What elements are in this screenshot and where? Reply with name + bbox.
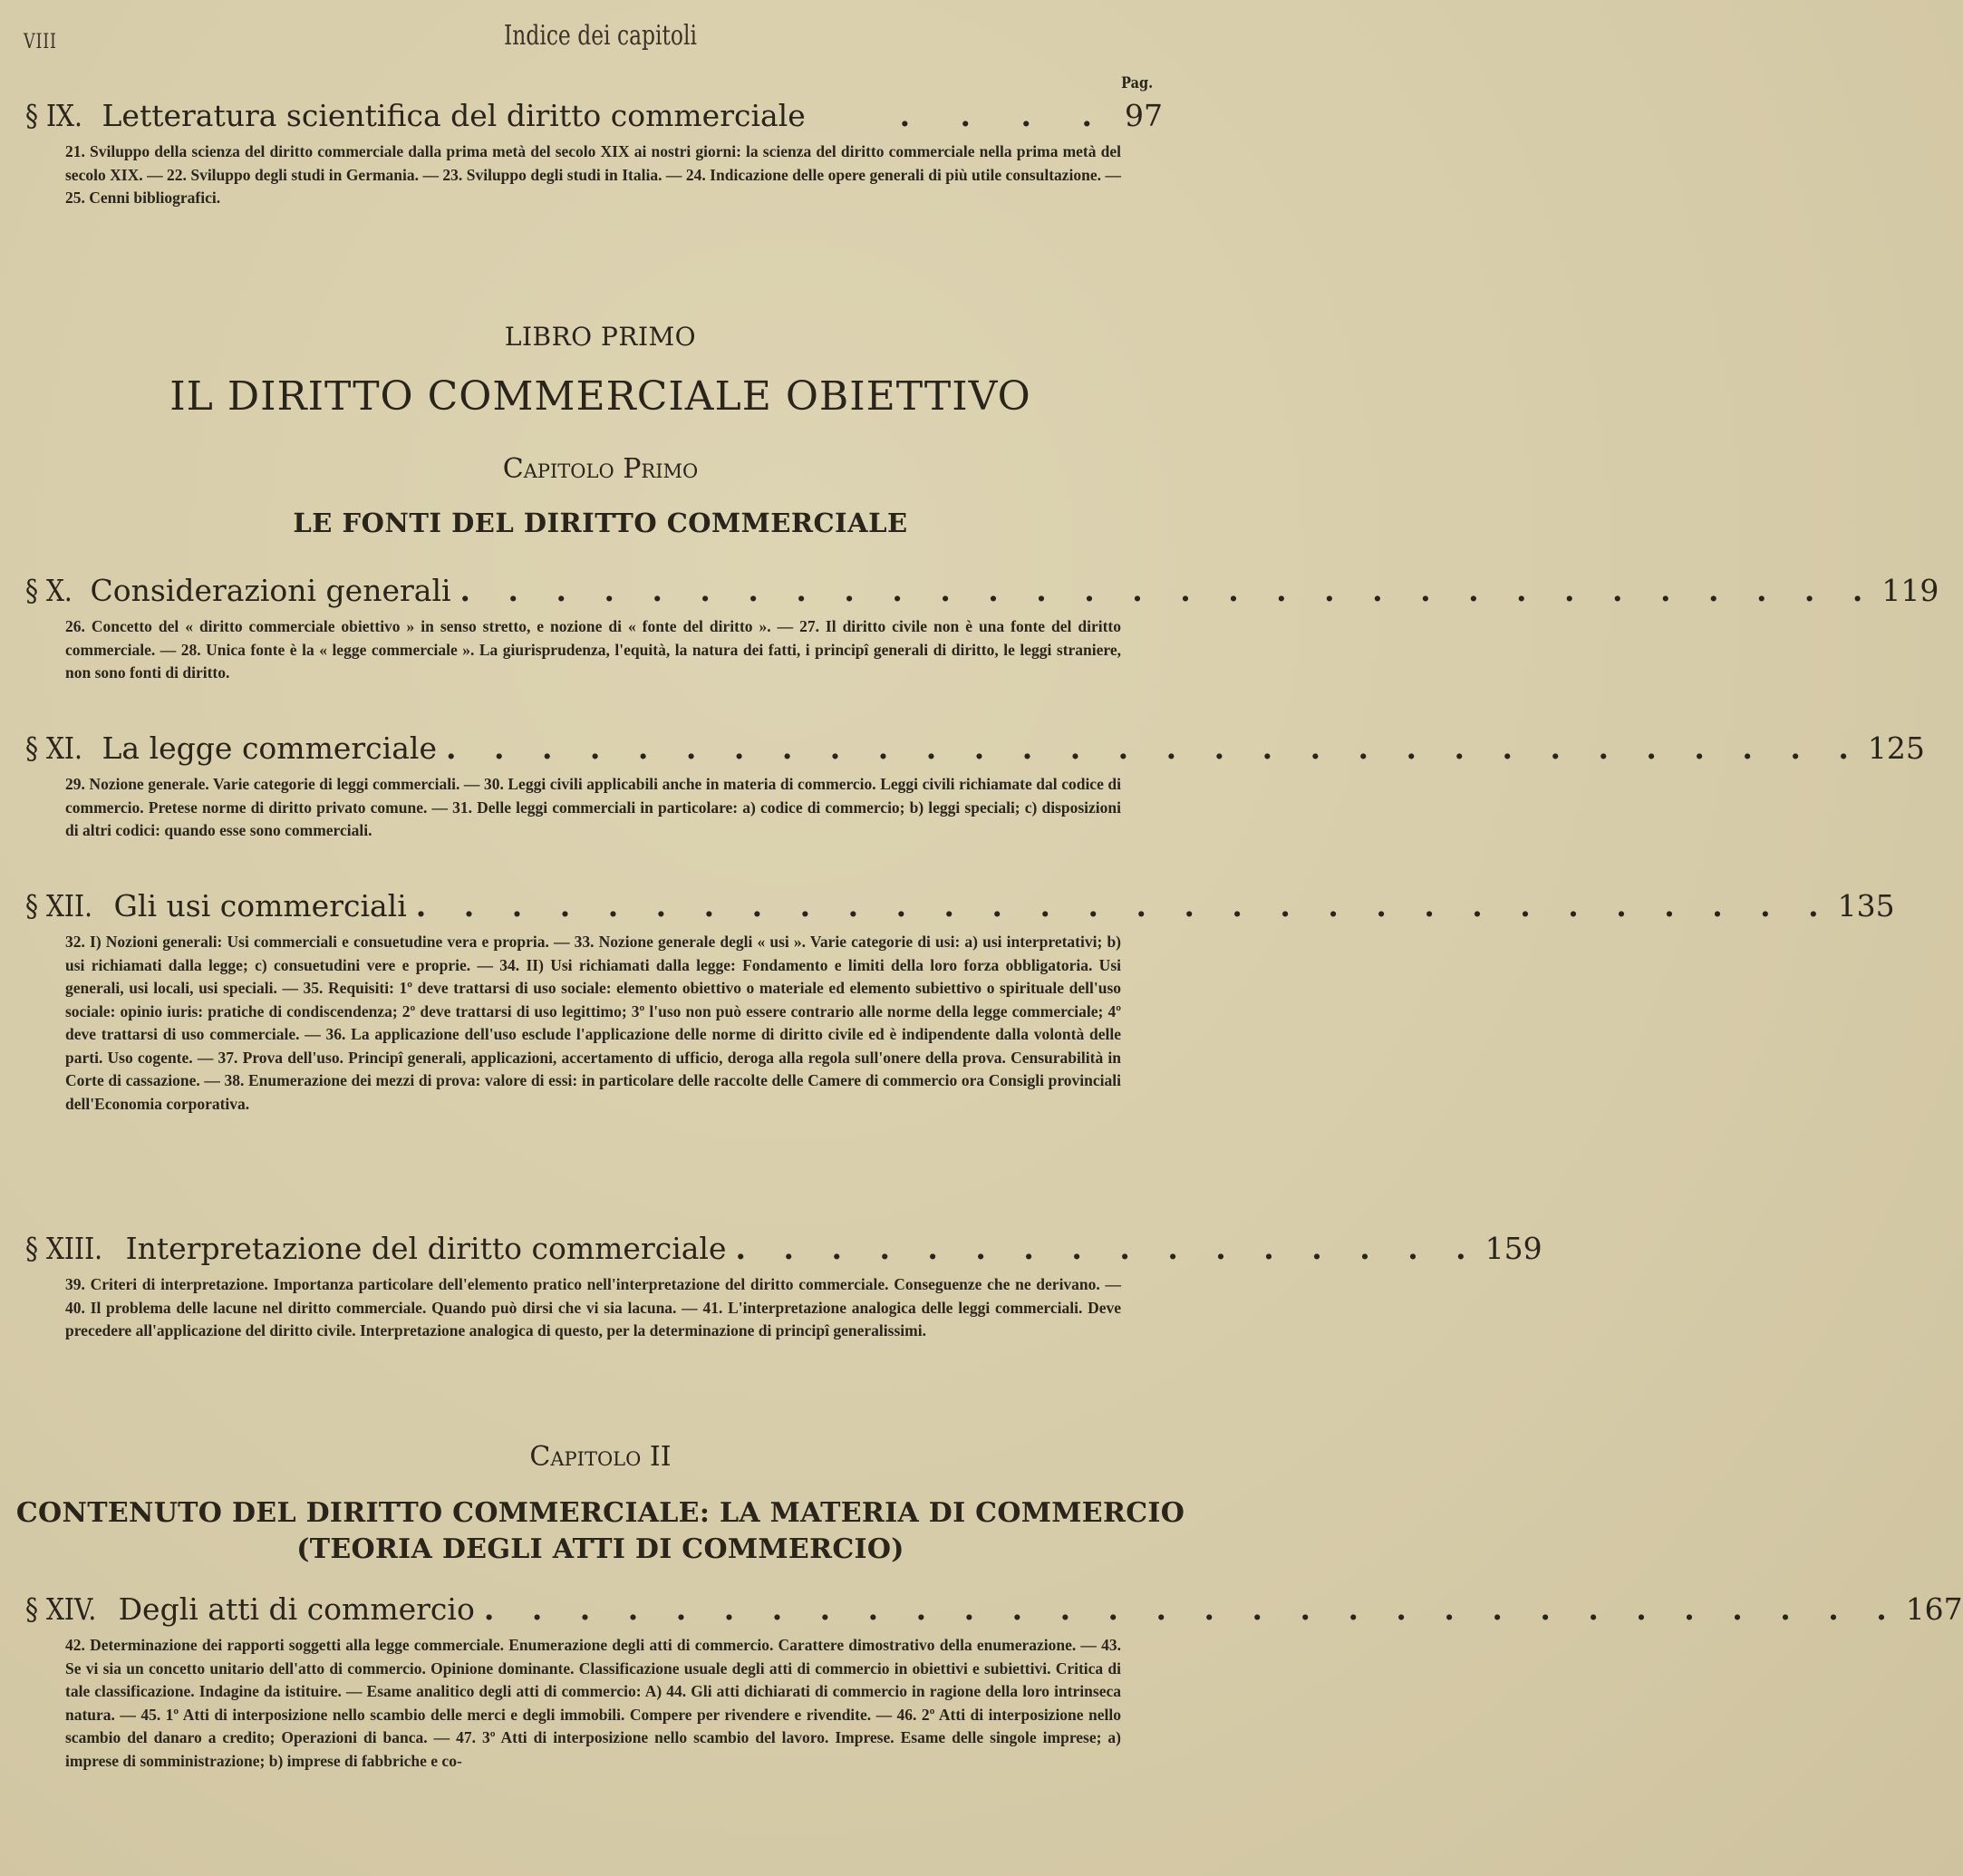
- section-summary: 39. Criteri di interpretazione. Importanza particolare dell'elemento pratico nell'interpretazione del diritto commerciale. Conseguenze che ne derivano. — 40. Il problema delle lacune nel diritto commerciale. Quando può dirsi che vi sia lacuna. — 41. L'interpretazione analogica delle leggi commerciali. Deve precedere all'applicazione del diritto civile. Interpretazione analogica di questo, per la determinazione di principî generalissimi.: [65, 1275, 1121, 1339]
- page-number: 97: [1125, 98, 1163, 133]
- toc-entry-heading: [25, 98, 1163, 133]
- chapter-title: [0, 1495, 1201, 1568]
- dot-leader: . . . . . . . . . . . . . . . . . . . . . . . . . . . . . .: [445, 730, 1862, 766]
- page-column-label: Pag.: [1121, 74, 1153, 92]
- toc-entry: [25, 1231, 1542, 1343]
- toc-entry-heading: [25, 888, 1895, 923]
- section-number: § X.: [25, 573, 73, 608]
- section-number: § XIII.: [25, 1231, 103, 1266]
- toc-entry: [25, 1591, 1963, 1773]
- section-number: § XI.: [25, 730, 82, 766]
- section-summary: 26. Concetto del « diritto commerciale obiettivo » in senso stretto, e nozione di « fonte del diritto ». — 27. Il diritto civile non è una fonte del diritto commerciale. — 28. Unica fonte è la « legge commerciale ». La giurisprudenza, l'equità, la natura dei fatti, i principî generali di diritto, le leggi straniere, non sono fonti di diritto.: [65, 617, 1121, 682]
- dot-leader: . . . . . . . . . . . . . . . . . . . . . . . . . . . . . .: [415, 888, 1832, 923]
- page-number: 167: [1905, 1591, 1963, 1627]
- section-title: Interpretazione del diritto commerciale: [125, 1231, 727, 1266]
- section-summary: 32. I) Nozioni generali: Usi commerciali e consuetudine vera e propria. — 33. Nozione generale degli « usi ». Varie categorie di usi: a) usi interpretativi; b) usi richiamati dalla legge; c) consuetudini vere e proprie. — 34. II) Usi richiamati dalla legge: Fondamento e limiti della loro forza obbligatoria. Usi generali, usi locali, usi speciali. — 35. Requisiti: 1º deve trattarsi di uso sociale: elemento obiettivo o materiale ed elemento subiettivo o spirituale dell'uso sociale: opinio iuris: pratiche di condiscendenza; 2º deve trattarsi di uso legittimo; 3º l'uso non può essere contrario alle norme della legge commerciale; 4º deve trattarsi di uso commerciale. — 36. La applicazione dell'uso esclude l'applicazione delle norme di diritto civile ed è indipendente dalla volontà delle parti. Uso cogente. — 37. Prova dell'uso. Principî generali, applicazioni, accertamento di ufficio, deroga alla regola sull'onere della prova. Censurabilità in Corte di cassazione. — 38. Enumerazione dei mezzi di prova: valore di essi: in particolare delle raccolte delle Camere di commercio ora Consigli provinciali dell'Economia corporativa.: [65, 933, 1121, 1113]
- page-number: 125: [1867, 730, 1925, 766]
- section-number: § XII.: [25, 888, 92, 923]
- toc-entry-heading: [25, 1231, 1542, 1266]
- toc-entry: [25, 730, 1925, 843]
- section-summary: 42. Determinazione dei rapporti soggetti alla legge commerciale. Enumerazione degli atti di commercio. Carattere dimostrativo della enumerazione. — 43. Se vi sia un concetto unitario dell'atto di commercio. Opinione dominante. Classificazione usuale degli atti di commercio in obiettivi e subiettivi. Critica di tale classificazione. Indagine da istituire. — Esame analitico degli atti di commercio: A) 44. Gli atti dichiarati di commercio in ragione della loro intrinseca natura. — 45. 1º Atti di interposizione nello scambio delle merci e degli immobili. Compere per rivendere e rivendite. — 46. 2º Atti di interposizione nello scambio del danaro a credito; Operazioni di banca. — 47. 3º Atti di interposizione nello scambio del lavoro. Imprese. Esame delle singole imprese; a) imprese di somministrazione; b) imprese di fabbriche e co-: [65, 1636, 1121, 1770]
- section-title: Degli atti di commercio: [118, 1591, 475, 1627]
- page-number: 119: [1881, 573, 1939, 608]
- book-label: LIBRO PRIMO: [504, 322, 697, 352]
- chapter-title-line: CONTENUTO DEL DIRITTO COMMERCIALE: LA MATERIA DI COMMERCIO: [15, 1497, 1185, 1529]
- section-number: § IX.: [25, 98, 82, 133]
- section-number: § XIV.: [25, 1591, 97, 1627]
- running-head: [0, 20, 1201, 56]
- chapter-label: Capitolo II: [529, 1441, 672, 1473]
- page-number: 135: [1837, 888, 1895, 923]
- toc-entry-heading: [25, 573, 1939, 608]
- section-title: Letteratura scientifica del diritto commerciale: [102, 98, 806, 133]
- toc-entry-heading: [25, 1591, 1963, 1627]
- section-title: Gli usi commerciali: [113, 888, 407, 923]
- toc-entry: [25, 573, 1939, 685]
- section-title: Considerazioni generali: [90, 573, 451, 608]
- dot-leader: . . . . . . . . . . . . . . . . . . . . . . . . . . . . . .: [459, 573, 1877, 608]
- chapter-title: LE FONTI DEL DIRITTO COMMERCIALE: [293, 508, 908, 538]
- toc-entry: [25, 98, 1163, 210]
- section-summary: 21. Sviluppo della scienza del diritto commerciale dalla prima metà del secolo XIX ai nostri giorni: la scienza del diritto commerciale nella prima metà del secolo XIX. — 22. Sviluppo degli studi in Germania. — 23. Sviluppo degli studi in Italia. — 24. Indicazione delle opere generali di più utile consultazione. — 25. Cenni bibliografici.: [65, 142, 1121, 207]
- section-summary: 29. Nozione generale. Varie categorie di leggi commerciali. — 30. Leggi civili applicabili anche in materia di commercio. Leggi civili richiamate dal codice di commercio. Pretese norme di diritto privato comune. — 31. Delle leggi commerciali in particolare: a) codice di commercio; b) leggi speciali; c) disposizioni di altri codici: quando esse sono commerciali.: [65, 775, 1121, 839]
- dot-leader: . . . .: [899, 98, 1112, 133]
- section-title: La legge commerciale: [102, 730, 437, 766]
- dot-leader: . . . . . . . . . . . . . . . . . . . . . . . . . . . . . .: [483, 1591, 1900, 1627]
- book-title: IL DIRITTO COMMERCIALE OBIETTIVO: [169, 373, 1031, 420]
- toc-entry-heading: [25, 730, 1925, 766]
- running-title: Indice dei capitoli: [504, 20, 697, 52]
- page-folio: VIII: [24, 31, 57, 53]
- chapter-label: Capitolo Primo: [502, 453, 699, 485]
- dot-leader: . . . . . . . . . . . . . . . .: [735, 1231, 1480, 1266]
- page-number: 159: [1484, 1231, 1542, 1266]
- chapter-title-line: (TEORIA DEGLI ATTI DI COMMERCIO): [296, 1533, 904, 1565]
- toc-entry: [25, 888, 1895, 1116]
